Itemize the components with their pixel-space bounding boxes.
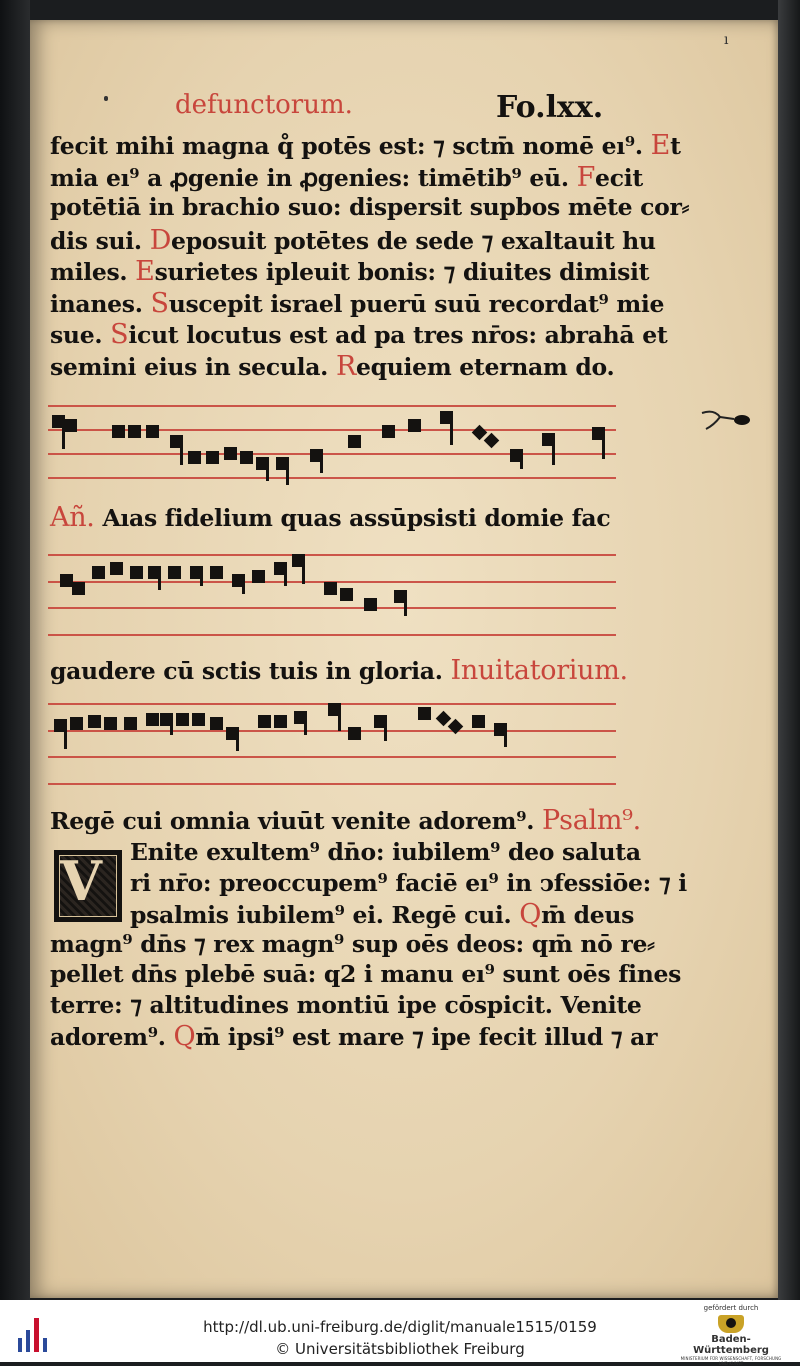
invitatorium-rubric: Inuitatorium. <box>450 655 628 686</box>
music-staff-1 <box>48 405 616 477</box>
neume-note <box>130 566 143 579</box>
text-run: m̄ deus <box>541 901 635 929</box>
text-line <box>50 929 655 959</box>
text-run: semini eius in secula. <box>50 352 336 381</box>
neume-stem <box>552 443 555 465</box>
neume-note <box>188 451 201 464</box>
folio-number: Fo.lxx. <box>496 90 604 125</box>
staff-line <box>48 405 616 407</box>
rubric-initial: Q <box>173 1021 196 1052</box>
text-line <box>50 224 656 256</box>
rege-text: Regē cui omnia viuūt venite adorem⁹. <box>50 807 542 835</box>
staff-line <box>48 783 616 785</box>
neume-note <box>128 425 141 438</box>
neume-stem <box>266 467 269 481</box>
bookmark-thread-icon <box>700 405 760 435</box>
text-run: Enite exultem⁹ dn̄o: iubilem⁹ deo saluta <box>130 838 641 866</box>
text-run: adorem⁹. <box>50 1023 174 1051</box>
neume-note <box>210 566 223 579</box>
neume-note <box>70 717 83 730</box>
sponsor-ministry: MINISTERIUM FÜR WISSENSCHAFT, FORSCHUNG UND KUNST <box>680 1356 782 1366</box>
antiphon-text: Aıas fidelium quas assūpsisti domie fac <box>102 504 611 532</box>
neume-note <box>124 717 137 730</box>
text-run: potētiā in brachio suo: dispersit supbos mēte cor⸗ <box>50 193 690 221</box>
neume-stem <box>320 459 323 473</box>
text-line <box>50 960 682 988</box>
neume-note <box>168 566 181 579</box>
ink-speck <box>104 96 108 101</box>
neume-note <box>210 717 223 730</box>
neume-note <box>348 435 361 448</box>
initial-letter: V <box>60 849 102 913</box>
text-line <box>50 161 643 193</box>
text-run: t <box>670 132 681 160</box>
sponsor-name: Baden-Württemberg <box>693 1334 769 1356</box>
decorated-initial <box>54 850 122 922</box>
rubric-initial: E <box>135 256 155 287</box>
neume-stem <box>180 445 183 465</box>
neume-stem <box>64 729 67 749</box>
neume-note <box>274 715 287 728</box>
rubric-initial: R <box>335 350 356 382</box>
text-line <box>50 256 650 287</box>
text-run: fecit mihi magna q̊ potēs est: ⁊ sctm̄ nomē eı⁹. <box>50 132 651 160</box>
neume-stem <box>304 721 307 735</box>
neume-note <box>224 447 237 460</box>
neume-stem <box>284 572 287 586</box>
rubric-initial: E <box>650 130 671 161</box>
text-run: psalmis iubilem⁹ ei. Regē cui. <box>130 901 520 929</box>
neume-stem <box>338 713 341 731</box>
book-spine <box>0 0 30 1300</box>
neume-stem <box>286 467 289 485</box>
text-run: terre: ⁊ altitudines montiū ipe cōspicit. Venite <box>50 990 642 1019</box>
neume-stem <box>302 564 305 584</box>
text-line <box>50 990 642 1019</box>
neume-stem <box>450 421 453 445</box>
neume-note <box>146 425 159 438</box>
psalm-rubric: Psalm⁹. <box>542 805 641 836</box>
neume-note <box>364 598 377 611</box>
copyright-text: © Universitätsbibliothek Freiburg <box>275 1340 525 1358</box>
text-run: inanes. <box>50 289 151 318</box>
rege-line <box>50 805 641 836</box>
state-crest-icon <box>718 1315 744 1333</box>
staff-line <box>48 607 616 609</box>
music-staff-2 <box>48 554 616 634</box>
sponsor-block <box>676 1304 786 1366</box>
neume-stem <box>504 733 507 747</box>
text-run: uscepit israel puerū suū recordat⁹ mie <box>168 289 665 318</box>
music-staff-3 <box>48 703 616 783</box>
text-line <box>130 868 687 897</box>
text-run: pellet dn̄s plebē suā: q2 i manu eı⁹ sunt oēs fines <box>50 960 682 988</box>
running-header: defunctorum. <box>175 90 353 120</box>
neume-note <box>176 713 189 726</box>
text-line <box>130 838 641 866</box>
page-edge <box>778 0 800 1300</box>
neume-note <box>146 713 159 726</box>
neume-note <box>64 419 77 432</box>
text-run: magn⁹ dn̄s ⁊ rex magn⁹ sup oēs deos: qm̄ nō re⸗ <box>50 929 655 958</box>
text-run: icut locutus est ad pa tres nr̄os: abrahā et <box>128 321 668 349</box>
neume-note <box>324 582 337 595</box>
text-line <box>50 1021 658 1052</box>
text-line <box>50 351 620 382</box>
neume-note <box>112 425 125 438</box>
neume-note <box>192 713 205 726</box>
text-run: miles. <box>50 258 136 286</box>
neume-stem <box>170 723 173 735</box>
text-line <box>50 319 668 350</box>
neume-note <box>348 727 361 740</box>
neume-stem <box>602 437 605 459</box>
text-line <box>130 899 635 930</box>
neume-note <box>472 715 485 728</box>
antiphon-line <box>50 502 620 533</box>
rubric-initial: Q <box>519 899 542 930</box>
neume-note <box>382 425 395 438</box>
text-run: surietes ipleuit bonis: ⁊ diuites dimisit <box>154 258 650 286</box>
neume-note <box>340 588 353 601</box>
neume-note <box>92 566 105 579</box>
rubric-initial: F <box>576 161 596 193</box>
text-run: eposuit potētes de sede ⁊ exaltauit hu <box>171 226 656 255</box>
text-run: ri nr̄o: preoccupem⁹ faciē eı⁹ in ↄfessiōe: ⁊ i <box>130 868 687 897</box>
rubric-initial: D <box>149 224 172 256</box>
corner-mark: ı <box>724 32 729 48</box>
text-run: m̄ ipsi⁹ est mare ⁊ ipe fecit illud ⁊ ar <box>195 1023 658 1051</box>
neume-stem <box>200 576 203 586</box>
neume-stem <box>520 459 523 469</box>
staff-line <box>48 634 616 636</box>
gaudere-line <box>50 655 628 686</box>
neume-note <box>258 715 271 728</box>
neume-note <box>104 717 117 730</box>
rubric-initial: S <box>110 319 129 350</box>
text-line <box>50 193 690 222</box>
neume-stem <box>384 725 387 741</box>
antiphon-label: Añ. <box>50 502 95 533</box>
neume-note <box>110 562 123 575</box>
permalink-url[interactable]: http://dl.ub.uni-freiburg.de/diglit/manuale1515/0159 <box>203 1318 597 1336</box>
neume-note <box>448 719 464 735</box>
neume-note <box>206 451 219 464</box>
text-run: dis sui. <box>50 226 150 255</box>
text-run: mia eı⁹ a ꝓgenie in ꝓgenies: timētib⁹ eū. <box>50 163 577 192</box>
staff-line <box>48 477 616 479</box>
rubric-initial: S <box>150 287 169 319</box>
text-run: ecit <box>595 163 643 192</box>
staff-line <box>48 453 616 455</box>
neume-note <box>240 451 253 464</box>
text-line <box>50 287 665 319</box>
sponsor-caption: gefördert durch <box>703 1304 759 1312</box>
neume-note <box>88 715 101 728</box>
staff-line <box>48 554 616 556</box>
gaudere-text: gaudere cū sctis tuis in gloria. <box>50 657 451 685</box>
neume-note <box>72 582 85 595</box>
neume-stem <box>404 600 407 616</box>
text-run: equiem eternam do. <box>355 352 615 381</box>
viewer-footer <box>0 1300 800 1366</box>
neume-note <box>408 419 421 432</box>
staff-line <box>48 756 616 758</box>
neume-note <box>484 433 500 449</box>
neume-stem <box>242 584 245 594</box>
text-line <box>50 130 681 161</box>
neume-stem <box>236 737 239 751</box>
neume-stem <box>158 576 161 590</box>
neume-note <box>418 707 431 720</box>
neume-note <box>252 570 265 583</box>
text-run: sue. <box>50 321 111 349</box>
